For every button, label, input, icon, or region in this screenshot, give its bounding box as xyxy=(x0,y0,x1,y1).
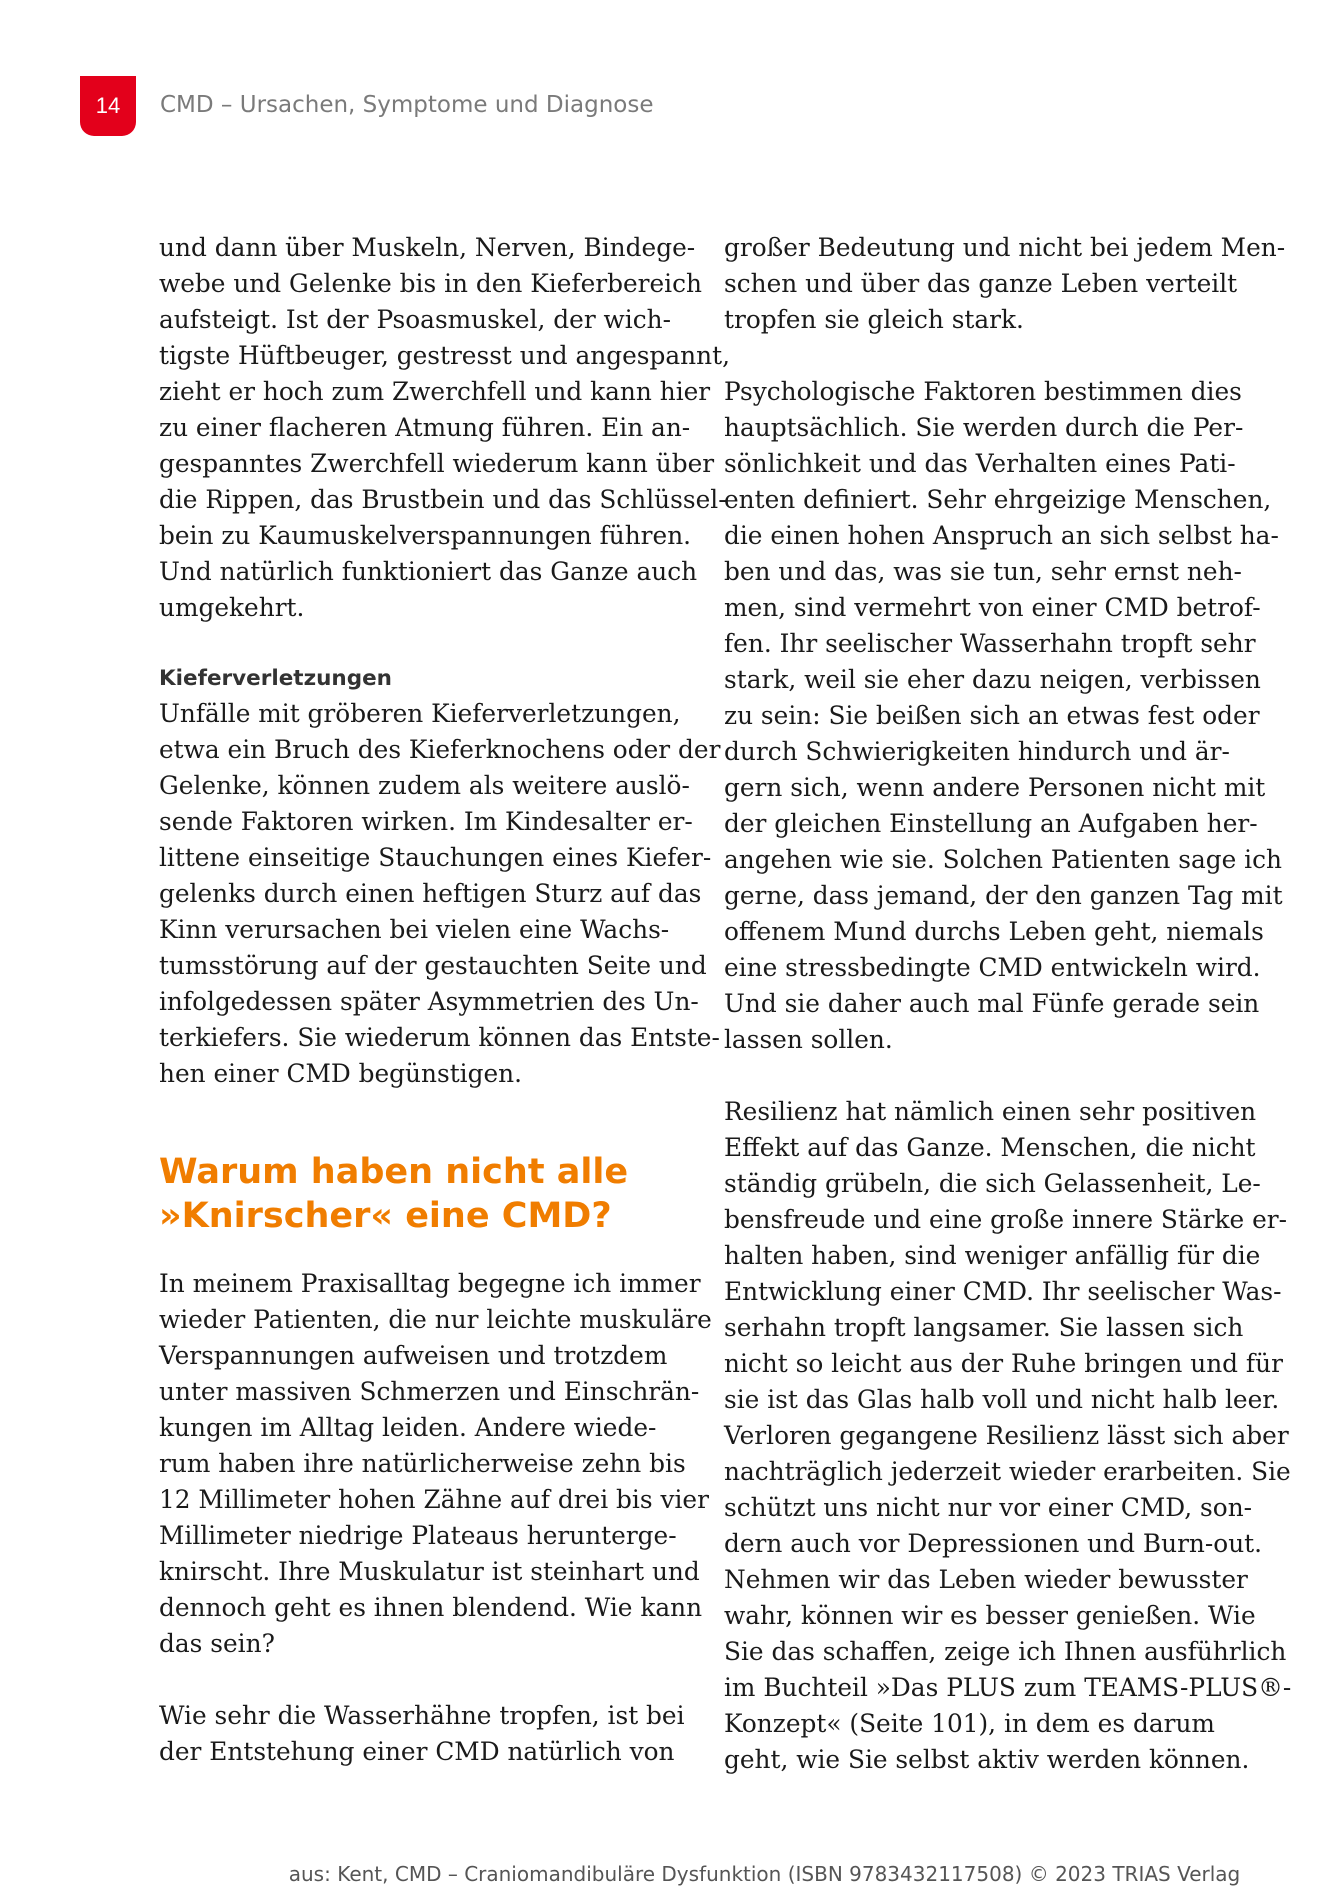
left-paragraph-3: In meinem Praxisalltag begegne ich immer wieder Patienten, die nur leichte muskuläre Verspannungen aufweisen und trotzdem unter massiven Schmerzen und Einschrän- kungen im Alltag leiden. Andere wiede- rum haben ihre natürlicherweise zehn bis 12 Millimeter hohen Zähne auf drei bis vier Millimeter niedrige Plateaus herunterge- knirscht. Ihre Muskulatur ist steinhart und dennoch geht es ihnen blendend. Wie kann das sein? xyxy=(159,1269,712,1658)
right-paragraph-2: Psychologische Faktoren bestimmen dies hauptsächlich. Sie werden durch die Per- sönlichkeit und das Verhalten eines Pati- enten definiert. Sehr ehrgeizige Menschen, die einen hohen Anspruch an sich selbst ha- ben und das, was sie tun, sehr ernst neh- men, sind vermehrt von einer CMD betrof- fen. Ihr seelischer Wasserhahn tropft sehr stark, weil sie eher dazu neigen, verbissen zu sein: Sie beißen sich an etwas fest oder durch Schwierigkeiten hindurch und är- gern sich, wenn andere Personen nicht mit der gleichen Einstellung an Aufgaben her- angehen wie sie. Solchen Patienten sage ich gerne, dass jemand, der den ganzen Tag mit offenem Mund durchs Leben geht, niemals eine stressbedingte CMD entwickeln wird. Und sie daher auch mal Fünfe gerade sein lassen sollen. xyxy=(724,377,1283,1054)
page-number-badge: 14 xyxy=(80,76,136,136)
left-paragraph-1: und dann über Muskeln, Nerven, Bindege- webe und Gelenke bis in den Kieferbereich aufsteigt. Ist der Psoasmuskel, der wich- tigste Hüftbeuger, gestresst und angespannt, zieht er hoch zum Zwerchfell und kann hier zu einer flacheren Atmung führen. Ein an- gespanntes Zwerchfell wiederum kann über die Rippen, das Brustbein und das Schlüssel- bein zu Kaumuskelverspannungen führen. Und natürlich funktioniert das Ganze auch umgekehrt. xyxy=(159,233,730,622)
source-footer-text: aus: Kent, CMD – Craniomandibuläre Dysfunktion (ISBN 9783432117508) © 2023 TRIAS Verlag xyxy=(288,1862,1241,1886)
left-paragraph-2: Unfälle mit gröberen Kieferverletzungen, etwa ein Bruch des Kieferknochens oder der Gelenke, können zudem als weitere auslö- sende Faktoren wirken. Im Kindesalter er- littene einseitige Stauchungen eines Kiefer- gelenks durch einen heftigen Sturz auf das Kinn verursachen bei vielen eine Wachs- tumsstörung auf der gestauchten Seite und infolgedessen später Asymmetrien des Un- terkiefers. Sie wiederum können das Entste- hen einer CMD begünstigen. xyxy=(159,699,721,1088)
source-footer xyxy=(0,1862,1339,1886)
section-heading: Warum haben nicht alle »Knirscher« eine CMD? xyxy=(159,1152,629,1236)
right-paragraph-3: Resilienz hat nämlich einen sehr positiven Effekt auf das Ganze. Menschen, die nicht ständig grübeln, die sich Gelassenheit, Le- bensfreude und eine große innere Stärke er- halten haben, sind weniger anfällig für die Entwicklung einer CMD. Ihr seelischer Was- serhahn tropft langsamer. Sie lassen sich nicht so leicht aus der Ruhe bringen und für sie ist das Glas halb voll und nicht halb leer. Verloren gegangene Resilienz lässt sich aber nachträglich jederzeit wieder erarbeiten. Sie schützt uns nicht nur vor einer CMD, son- dern auch vor Depressionen und Burn-out. Nehmen wir das Leben wieder bewusster wahr, können wir es besser genießen. Wie Sie das schaffen, zeige ich Ihnen ausführlich im Buchteil »Das PLUS zum TEAMS-PLUS®- Konzept« (Seite 101), in dem es darum geht, wie Sie selbst aktiv werden können. xyxy=(724,1097,1292,1774)
right-paragraph-1: großer Bedeutung und nicht bei jedem Men- schen und über das ganze Leben verteilt tropfen sie gleich stark. xyxy=(724,233,1286,334)
left-paragraph-4: Wie sehr die Wasserhähne tropfen, ist bei der Entstehung einer CMD natürlich von xyxy=(159,1701,685,1766)
running-title: CMD – Ursachen, Symptome und Diagnose xyxy=(160,92,654,118)
left-column xyxy=(159,230,730,1770)
right-column xyxy=(724,230,1292,1778)
subheading-kieferverletzungen: Kieferverletzungen xyxy=(159,666,392,691)
